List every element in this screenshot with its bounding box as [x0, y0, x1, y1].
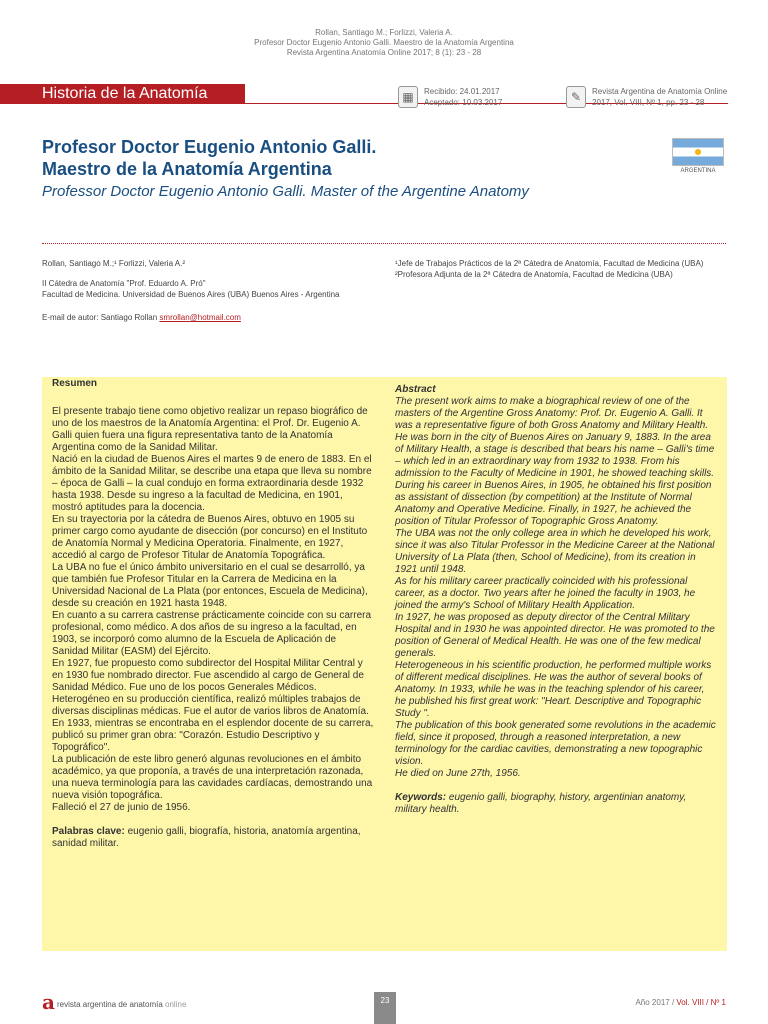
journal-logo	[42, 992, 186, 1012]
keywords-english	[395, 792, 717, 816]
resumen-paragraph: El presente trabajo tiene como objetivo realizar un repaso biográfico de uno de los maestros de la Anatomía Argentina: el Prof. Dr. Eugenio A. Galli quien fuera una figura representativa tanto de la Anatomía Argentina como de la Sanidad Militar.	[52, 406, 368, 453]
resumen-paragraph: En cuanto a su carrera castrense prácticamente coincide con su carrera profesional, como médico. A dos años de su ingreso a la facultad, en 1903, se incorporó como alumno de la Escuela de Aplicación de Sanidad Militar (EASM) del Ejército.	[52, 610, 372, 657]
abstract-paragraph: The publication of this book generated some revolutions in the academic field, since it proposed, through a reasoned interpretation, a new terminology for the cardiac cavities, demonstrating a new topographic vision.	[395, 720, 716, 767]
page-footer	[0, 992, 768, 1024]
abstract-paragraph: He was born in the city of Buenos Aires on January 9, 1883. In the area of Military Health, a stage is described that bears his name – Galli's time – which led in an extraordinary way from 1932 to 1938. From his admission to the Faculty of Medicine in 1901, he showed teaching skills.	[395, 432, 715, 479]
abstract-paragraph: The present work aims to make a biographical review of one of the masters of the Argentine Gross Anatomy: Prof. Dr. Eugenio A. Galli. It was a representative figure of both Gross Anatomy and Military Health.	[395, 396, 709, 431]
citation-line: Profesor Doctor Eugenio Antonio Galli. Maestro de la Anatomía Argentina	[254, 38, 514, 47]
journal-box	[566, 86, 727, 108]
abstract-paragraph: As for his military career practically coincided with his professional career, as a doctor. Two years after he joined the faculty in 1903, he joined the army's School of Military Health Application.	[395, 576, 696, 611]
abstract-paragraph: During his career in Buenos Aires, in 1905, he obtained his first position as assistant of dissection (by competition) at the Institute of Normal Anatomy and Operative Medicine. Finally, in 1927, he achieved the position of Titular Professor of Topographic Gross Anatomy.	[395, 480, 712, 527]
abstract-paragraph: Heterogeneous in his scientific production, he performed multiple works of different medical disciplines. He was the author of several books of Anatomy. In 1933, while he was in the teaching splendor of his career, he published his first great work: "Heart. Descriptive and Topographic Study ".	[395, 660, 712, 719]
authors-block	[42, 258, 372, 329]
author-note: ¹Jefe de Trabajos Prácticos de la 2ª Cátedra de Anatomía, Facultad de Medicina (UBA)	[395, 259, 704, 268]
keywords-values: eugenio galli, biografía, historia, anatomía argentina, sanidad militar.	[52, 826, 361, 849]
dotted-divider	[42, 243, 726, 244]
document-icon: ✎	[566, 86, 586, 108]
logo-mark-icon: a	[42, 990, 55, 1014]
page-number: 23	[374, 992, 396, 1024]
dates-box	[398, 86, 502, 108]
footer-volume: Vol. VIII / Nº 1	[676, 998, 726, 1007]
argentina-flag-icon	[672, 138, 724, 166]
footer-issue	[635, 998, 726, 1007]
email-label: E-mail de autor: Santiago Rollan	[42, 313, 158, 322]
accepted-date: Aceptado: 10.03.2017	[424, 98, 503, 107]
abstract-paragraph: The UBA was not the only college area in which he developed his work, since it was also Titular Professor in the Medicine Career at the National University of La Plata (then, School of Medicine), from its creation in 1921 until 1948.	[395, 528, 715, 575]
resumen-paragraph: La UBA no fue el único ámbito universitario en el cual se desarrolló, ya que también fue Profesor Titular en la Carrera de Medicina en la Universidad Nacional de La Plata (por entonces, Escuela de Medicina), desde su creación en 1921 hasta 1948.	[52, 562, 368, 609]
author-note: ²Profesora Adjunta de la 2ª Cátedra de Anatomía, Facultad de Medicina (UBA)	[395, 270, 673, 279]
resumen-paragraph: En su trayectoria por la cátedra de Buenos Aires, obtuvo en 1905 su primer cargo como ayudante de disección (por concurso) en el Instituto de Anatomía Normal y Medicina Operatoria. Finalmente, en 1927, accedió al cargo de Profesor Titular de Anatomía Topográfica.	[52, 514, 368, 561]
logo-text: revista argentina de anatomía online	[56, 1000, 187, 1009]
header-citation	[0, 28, 768, 58]
resumen-column	[52, 378, 374, 850]
affiliation-line: II Cátedra de Anatomía "Prof. Eduardo A. Pró"	[42, 279, 206, 288]
section-banner: Historia de la Anatomía	[0, 84, 245, 104]
title-english: Professor Doctor Eugenio Antonio Galli. Master of the Argentine Anatomy	[42, 183, 529, 200]
abstract-column	[395, 384, 717, 816]
resumen-paragraph: En 1927, fue propuesto como subdirector del Hospital Militar Central y en 1930 fue nombrado director. Fue ascendido al cargo de General de Sanidad Médico. Fue uno de los pocos Generales Médicos.	[52, 658, 364, 693]
resumen-heading: Resumen	[52, 378, 98, 389]
abstract-paragraph: In 1927, he was proposed as deputy director of the Central Military Hospital and in 1930 he was appointed director. He was promoted to the position of General of Medical Health. He was one of the few medical generals.	[395, 612, 715, 659]
title-spanish-line2: Maestro de la Anatomía Argentina	[42, 159, 332, 179]
resumen-paragraph: La publicación de este libro generó algunas revoluciones en el ámbito académico, ya que proponía, a través de una interpretación razonada, una nueva terminología para las cavidades cardíacas, demostrando una nueva visión topográfica.	[52, 754, 373, 801]
footer-year: Año 2017 /	[635, 998, 677, 1007]
citation-line: Revista Argentina Anatomía Online 2017; 8 (1): 23 - 28	[286, 48, 482, 57]
abstract-paragraph: He died on June 27th, 1956.	[395, 768, 521, 779]
keywords-label: Palabras clave:	[52, 826, 125, 837]
keywords-values: eugenio galli, biography, history, argentinian anatomy, military health.	[395, 792, 687, 815]
journal-volume: 2017, Vol. VIII, Nº 1, pp. 23 - 28	[592, 98, 705, 107]
citation-line: Rollan, Santiago M.; Forlizzi, Valeria A.	[315, 28, 453, 37]
journal-name: Revista Argentina de Anatomía Online	[592, 87, 728, 96]
title-spanish-line1: Profesor Doctor Eugenio Antonio Galli.	[42, 137, 377, 157]
keywords-label: Keywords:	[395, 792, 447, 803]
abstract-heading: Abstract	[395, 384, 436, 395]
keywords-spanish	[52, 826, 374, 850]
resumen-paragraph: Heterogéneo en su producción científica, realizó múltiples trabajos de diversas disciplinas médicas. Fue el autor de varios libros de Anatomía. En 1933, mientras se encontraba en el esplendor docente de su carrera, publicó su primer gran obra: "Corazón. Estudio Descriptivo y Topográfico".	[52, 694, 374, 753]
resumen-paragraph: Falleció el 27 de junio de 1956.	[52, 802, 191, 813]
author-names: Rollan, Santiago M.;¹ Forlizzi, Valeria A.²	[42, 259, 186, 268]
calendar-icon: ▦	[398, 86, 418, 108]
affiliation-line: Facultad de Medicina. Universidad de Buenos Aires (UBA) Buenos Aires - Argentina	[42, 290, 340, 299]
resumen-paragraph: Nació en la ciudad de Buenos Aires el martes 9 de enero de 1883. En el ámbito de la Sanidad Militar, se describe una etapa que lleva su nombre – época de Galli – la cual condujo en forma extraordinaria desde 1932 hasta 1938. Desde su ingreso a la facultad de Medicina, en 1901, mostró aptitudes para la docencia.	[52, 454, 372, 513]
author-notes	[395, 258, 725, 280]
email-link[interactable]: smrollan@hotmail.com	[159, 313, 241, 322]
country-flag	[672, 138, 724, 174]
title-block	[42, 136, 662, 202]
sun-icon	[695, 149, 701, 155]
flag-caption: ARGENTINA	[680, 168, 716, 174]
received-date: Recibido: 24.01.2017	[424, 87, 500, 96]
